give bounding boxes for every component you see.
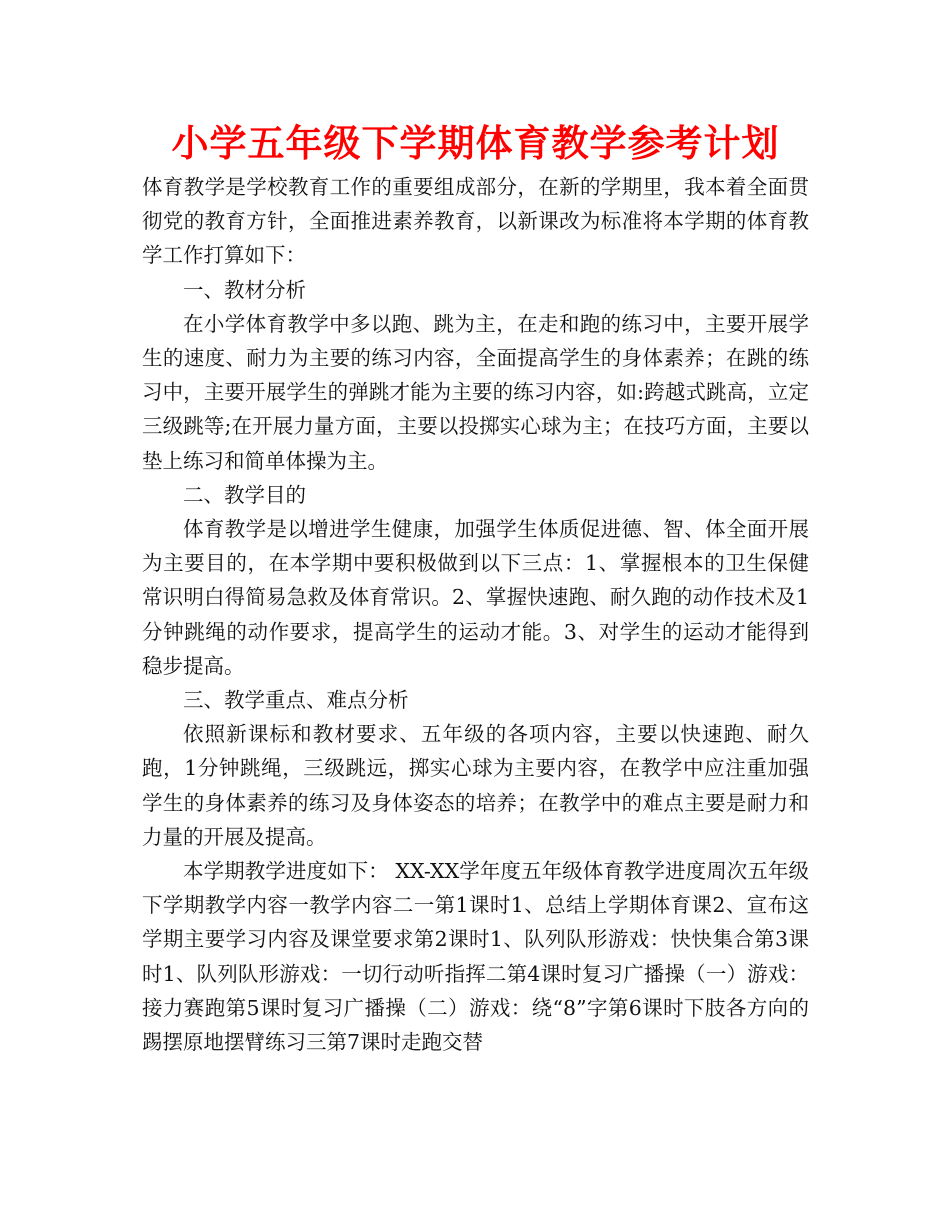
paragraph: 体育教学是以增进学生健康，加强学生体质促进德、智、体全面开展为主要目的，在本学期中要积极做到以下三点：1、掌握根本的卫生保健常识明白得简易急救及体育常识。2、掌握快速跑、耐久跑的动作技术及1分钟跳绳的动作要求，提高学生的运动才能。3、对学生的运动才能得到稳步提高。 xyxy=(142,517,809,678)
paragraph: 二、教学目的 xyxy=(183,482,306,507)
paragraph: 依照新课标和教材要求、五年级的各项内容，主要以快速跑、耐久跑，1分钟跳绳，三级跳远，掷实心球为主要内容，在教学中应注重加强学生的身体素养的练习及身体姿态的培养；在教学中的难点主要是耐力和力量的开展及提高。 xyxy=(142,722,809,849)
document-page xyxy=(142,118,809,1059)
paragraph: 三、教学重点、难点分析 xyxy=(183,688,409,713)
document-title: 小学五年级下学期体育教学参考计划 xyxy=(171,122,780,165)
paragraph: 本学期教学进度如下： XX-XX学年度五年级体育教学进度周次五年级下学期教学内容一教学内容二一第1课时1、总结上学期体育课2、宣布这学期主要学习内容及课堂要求第2课时1、队列队形游戏：快快集合第3课时1、队列队形游戏：一切行动听指挥二第4课时复习广播操（一）游戏：接力赛跑第5课时复习广播操（二）游戏：绕“8”字第6课时下肢各方向的踢摆原地摆臂练习三第7课时走跑交替 xyxy=(142,859,809,1055)
paragraph: 在小学体育教学中多以跑、跳为主，在走和跑的练习中，主要开展学生的速度、耐力为主要的练习内容，全面提高学生的身体素养；在跳的练习中，主要开展学生的弹跳才能为主要的练习内容，如:跨越式跳高，立定三级跳等;在开展力量方面，主要以投掷实心球为主；在技巧方面，主要以垫上练习和简单体操为主。 xyxy=(142,311,809,473)
paragraph: 一、教材分析 xyxy=(183,277,306,302)
paragraph: 体育教学是学校教育工作的重要组成部分，在新的学期里，我本着全面贯彻党的教育方针，全面推进素养教育，以新课改为标准将本学期的体育教学工作打算如下： xyxy=(142,175,809,268)
document-body xyxy=(142,170,809,1059)
